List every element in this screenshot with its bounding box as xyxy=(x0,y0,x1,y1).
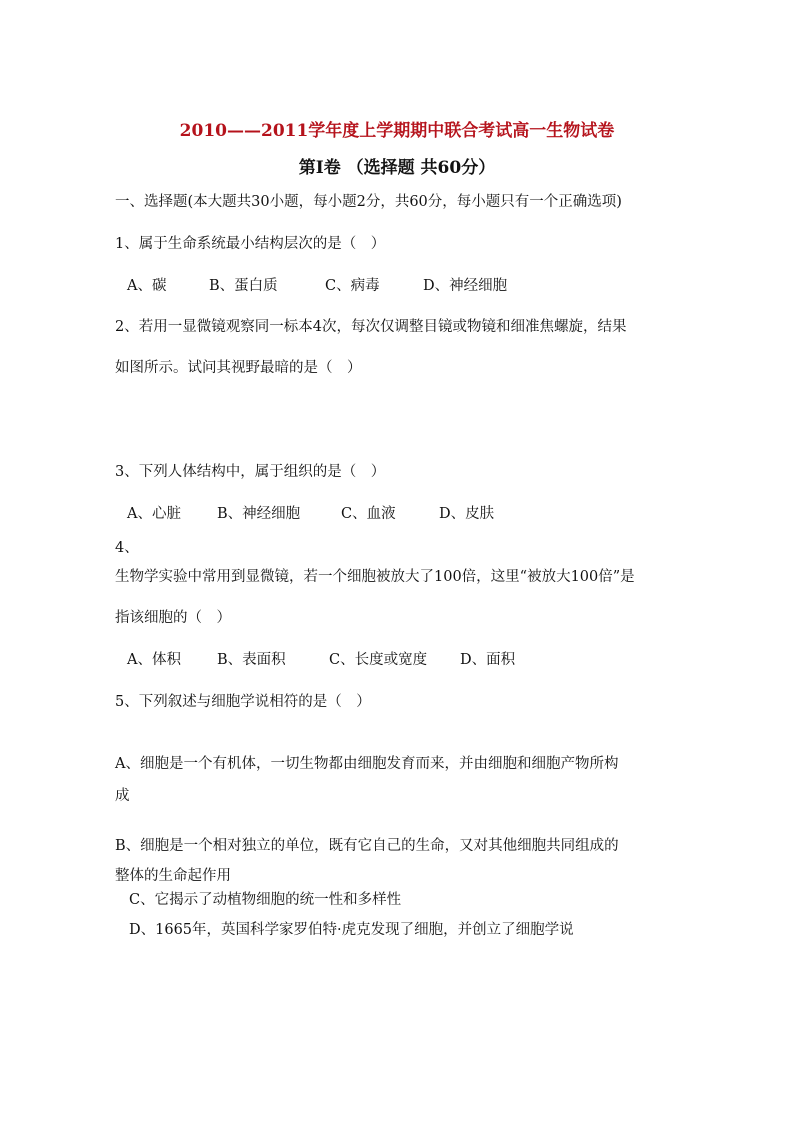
option-d: D、面积 xyxy=(460,652,516,668)
option-c: C、病毒 xyxy=(325,278,380,294)
option-c: C、长度或宽度 xyxy=(329,652,428,668)
instructions: 一、选择题(本大题共30小题，每小题2分，共60分，每小题只有一个正确选项) xyxy=(115,194,622,210)
option-b: B、神经细胞 xyxy=(217,506,301,522)
section-heading: 第Ⅰ卷 （选择题 共60分） xyxy=(298,158,496,178)
option-d: D、皮肤 xyxy=(439,506,495,522)
question-1-stem: 1、属于生命系统最小结构层次的是（ ） xyxy=(115,236,386,252)
question-5-option-d: D、1665年，英国科学家罗伯特·虎克发现了细胞，并创立了细胞学说 xyxy=(129,922,574,938)
question-5-option-a-line2: 成 xyxy=(115,788,130,804)
question-4-stem-line1: 生物学实验中常用到显微镜，若一个细胞被放大了100倍，这里“被放大100倍”是 xyxy=(115,569,635,585)
question-3-stem: 3、下列人体结构中，属于组织的是（ ） xyxy=(115,464,386,480)
question-5-option-b-line1: B、细胞是一个相对独立的单位，既有它自己的生命，又对其他细胞共同组成的 xyxy=(115,838,619,854)
option-b: B、蛋白质 xyxy=(209,278,278,294)
question-4-stem-line2: 指该细胞的（ ） xyxy=(115,610,231,626)
option-a: A、体积 xyxy=(127,652,181,668)
question-5-stem: 5、下列叙述与细胞学说相符的是（ ） xyxy=(115,694,371,710)
question-5-option-b-line2: 整体的生命起作用 xyxy=(115,868,231,884)
question-5-option-a-line1: A、细胞是一个有机体，一切生物都由细胞发育而来，并由细胞和细胞产物所构 xyxy=(115,756,619,772)
option-a: A、心脏 xyxy=(127,506,181,522)
question-4-options xyxy=(127,648,515,669)
question-5-option-c: C、它揭示了动植物细胞的统一性和多样性 xyxy=(129,892,402,908)
option-c: C、血液 xyxy=(341,506,396,522)
question-4-number: 4、 xyxy=(115,540,139,556)
option-b: B、表面积 xyxy=(217,652,286,668)
option-a: A、碳 xyxy=(127,278,167,294)
question-2-stem-line1: 2、若用一显微镜观察同一标本4次，每次仅调整目镜或物镜和细准焦螺旋，结果 xyxy=(115,319,627,335)
question-3-options xyxy=(127,502,494,523)
option-d: D、神经细胞 xyxy=(423,278,508,294)
exam-title: 2010——2011学年度上学期期中联合考试高一生物试卷 xyxy=(179,121,615,141)
question-2-stem-line2: 如图所示。试问其视野最暗的是（ ） xyxy=(115,360,362,376)
question-1-options xyxy=(127,274,507,295)
